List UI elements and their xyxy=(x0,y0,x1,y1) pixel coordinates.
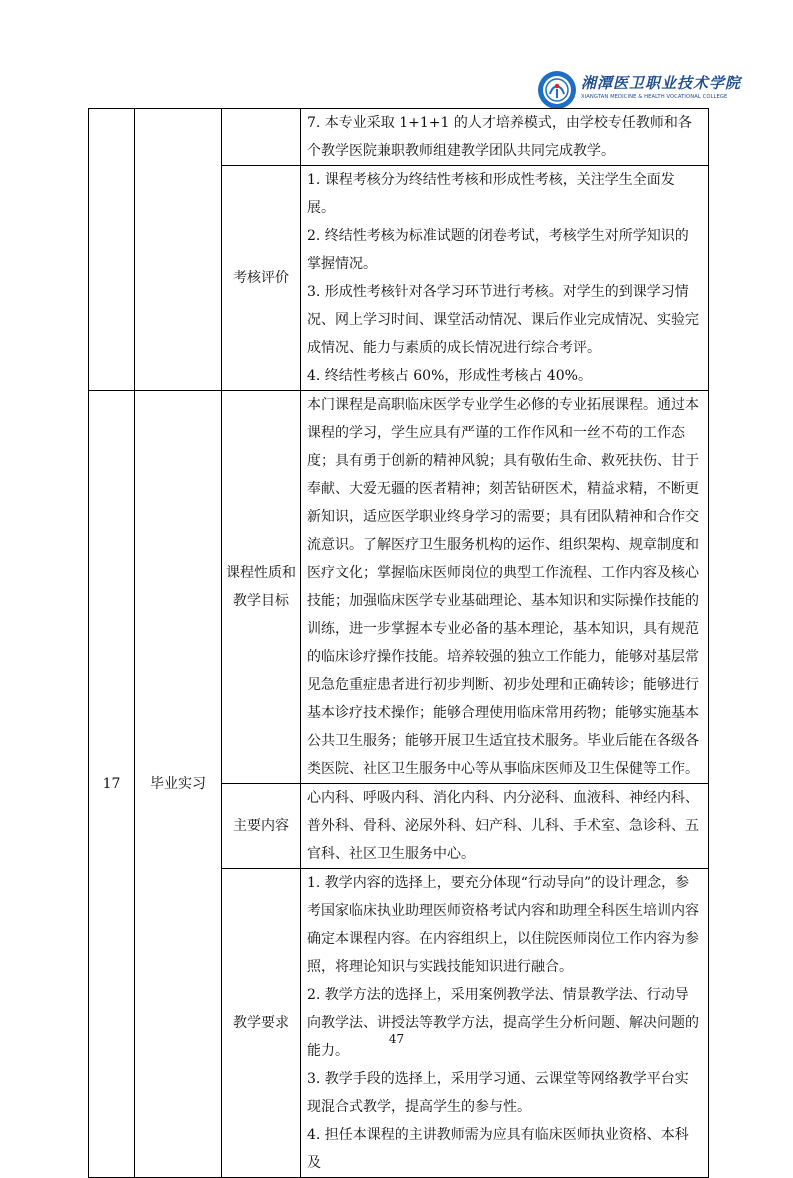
course-table xyxy=(88,108,709,1178)
content-paragraph: 1. 教学内容的选择上，要充分体现“行动导向”的设计理念，参考国家临床执业助理医师资格考试内容和助理全科医生培训内容确定本课程内容。在内容组织上，以住院医师岗位工作内容为参照，将理论知识与实践技能知识进行融合。 xyxy=(307,875,699,975)
table-row xyxy=(89,391,709,784)
content-paragraph: 3. 形成性考核针对各学习环节进行考核。对学生的到课学习情况、网上学习时间、课堂活动情况、课后作业完成情况、实验完成情况、能力与素质的成长情况进行综合考评。 xyxy=(307,284,699,356)
main-content-cell xyxy=(301,784,709,869)
content-paragraph: 4. 担任本课程的主讲教师需为应具有临床医师执业资格、本科及 xyxy=(307,1127,689,1171)
assessment-label: 考核评价 xyxy=(222,166,301,391)
college-emblem-icon xyxy=(537,70,577,110)
content-paragraph: 本门课程是高职临床医学专业学生必修的专业拓展课程。通过本课程的学习，学生应具有严谨的工作作风和一丝不苟的工作态度；具有勇于创新的精神风貌；具有敬佑生命、救死扶伤、甘于奉献、大爱无疆的医者精神；刻苦钻研医术，精益求精，不断更新知识，适应医学职业终身学习的需要；具有团队精神和合作交流意识。了解医疗卫生服务机构的运作、组织架构、规章制度和医疗文化；掌握临床医师岗位的典型工作流程、工作内容及核心技能；加强临床医学专业基础理论、基本知识和实际操作技能的训练，进一步掌握本专业必备的基本理论，基本知识，具有规范的临床诊疗操作技能。培养较强的独立工作能力，能够对基层常见急危重症患者进行初步判断、初步处理和正确转诊；能够进行基本诊疗技术操作；能够合理使用临床常用药物；能够实施基本公共卫生服务；能够开展卫生适宜技术服务。毕业后能在各级各类医院、社区卫生服务中心等从事临床医师及卫生保健等工作。 xyxy=(307,397,699,777)
college-name: 湘潭医卫职业技术学院 xyxy=(581,74,742,92)
course-number: 17 xyxy=(89,391,135,1178)
content-paragraph: 7. 本专业采取 1+1+1 的人才培养模式，由学校专任教师和各个教学医院兼职教师组建教学团队共同完成教学。 xyxy=(307,115,692,159)
content-paragraph: 2. 终结性考核为标准试题的闭卷考试，考核学生对所学知识的掌握情况。 xyxy=(307,228,689,272)
nature-content-cell xyxy=(301,391,709,784)
assessment-content-cell xyxy=(301,166,709,391)
course-name-cell xyxy=(135,109,222,391)
college-english-name: XIANGTAN MEDICINE & HEALTH VOCATIONAL COLLEGE xyxy=(581,94,728,100)
nature-label: 课程性质和教学目标 xyxy=(222,391,301,784)
course-number-cell xyxy=(89,109,135,391)
content-paragraph: 4. 终结性考核占 60%，形成性考核占 40%。 xyxy=(307,368,592,384)
content-paragraph: 3. 教学手段的选择上，采用学习通、云课堂等网络教学平台实现混合式教学，提高学生的参与性。 xyxy=(307,1071,689,1115)
page-number: 47 xyxy=(388,1032,405,1046)
table-row xyxy=(89,109,709,166)
course-name: 毕业实习 xyxy=(135,391,222,1178)
top-content-cell xyxy=(301,109,709,166)
content-paragraph: 2. 教学方法的选择上，采用案例教学法、情景教学法、行动导向教学法、讲授法等教学方法，提高学生分析问题、解决问题的能力。 xyxy=(307,987,699,1059)
teaching-requirements-cell xyxy=(301,869,709,1178)
content-paragraph: 1. 课程考核分为终结性考核和形成性考核，关注学生全面发展。 xyxy=(307,172,675,216)
main-content-label: 主要内容 xyxy=(222,784,301,869)
subsection-label-cell xyxy=(222,109,301,166)
teaching-requirements-label: 教学要求 xyxy=(222,869,301,1178)
content-paragraph: 心内科、呼吸内科、消化内科、内分泌科、血液科、神经内科、普外科、骨科、泌尿外科、妇产科、儿科、手术室、急诊科、五官科、社区卫生服务中心。 xyxy=(307,790,699,862)
